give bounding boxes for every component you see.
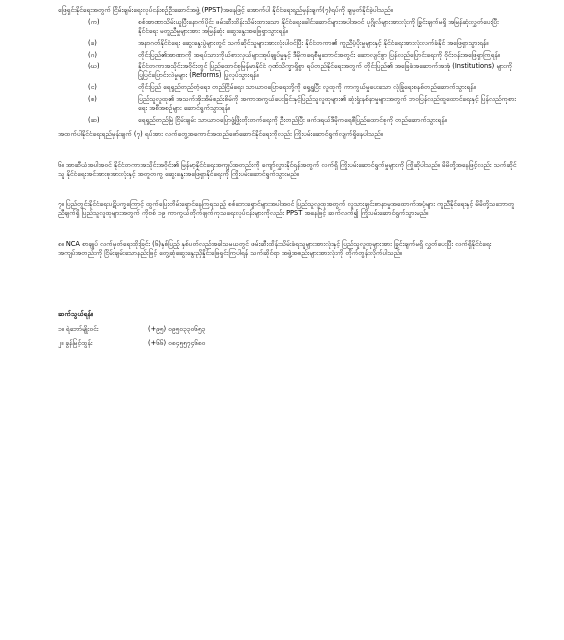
item-text: ပြည်သူလူထု၏ အသက်အိုးအိမ်စည်းစိမ်ကို အကာအကွယ်ပေးခြင်းနှင့်ပြည်သူလူထုများ၏ ဆုံးရှုံးနစ်နာမှုများအတွက် ဘဝပြန်လည်ထူထောင်ရေးနှင့် ပြန်လည်ကုစားရေး အစီအစဉ်များ ဆောင်ရွက်သွားရန်။ [138,95,516,113]
item-text: တိုင်းပြည်၏အာဏာကို အရပ်သားကိုယ်စားလှယ်များအုပ်ချုပ်မှုနှင့် ဒီမိုကရေစီမူဘောင်အတွင်း ဆောလျင်စွာ ပြန်လည်ပြောင်းရေးကို ဝိုင်းဝန်းအဖြေရှာကြရန်။ [138,50,500,59]
paragraph-6: ၆။ အာဆီယံအပါအဝင် နိုင်ငံတကာအသိုင်းအဝိုင်း၏ မြန်မာ့နိုင်ငံရေးအကျပ်အတည်းကို ကျော်လွှားနိုင်ရန်အတွက် လက်ရှိ ကြိုးပမ်းဆောင်ရွက်မှုများကို ကြိုဆိုပါသည်။ မိမိတို့အနေဖြင့်လည်း သက်ဆိုင်သူ နိုင်ငံရေးအင်အားစုအားလုံးနှင့် အတူတကွ ဆွေးနွေးအဖြေရှာနိုင်ရေးကို ကြိုးပမ်းဆောင်ရွက်သွားမည်။ [58,160,517,178]
objectives-followup: အထက်ပါနိုင်ငံရေးရည်မှန်းချက် (၇) ရပ်အား လက်တွေ့အကောင်အထည်ဖော်ဆောင်နိုင်ရေးကိုလည်း ကြိုးပမ်းဆောင်ရွက်လျက်ရှိနေပါသည်။ [58,129,383,138]
item-marker: (ဆ) [88,115,100,124]
list-item [58,62,520,80]
list-item [58,95,520,113]
contact-row [58,339,520,348]
list-item [58,116,520,125]
paragraph-7: ၇။ ပြည်တွင်းနိုင်ငံရေးပဋိပက္ခကြောင့် ထွက်ပြေးတိမ်းရှောင်နေကြရသည့် စစ်ဘေးရှောင်များအပါအဝင် ပြည်သူလူထုအတွက် လူသားချင်းစာနာမှုအထောက်အပံ့များ ကူညီနိုင်ရေးနှင့် မိမိတို့သဘောတူညီချက်ရှိ ပြည်သူလူထုများအတွက် ကိုဗစ် ၁၉ ကာကွယ်တိုက်ဖျက်ကုသရေးလုပ်ငန်းများကိုလည်း PPST အနေဖြင့် ဆက်လက်၍ ကြိုးပမ်းဆောင်ရွက်သွားမည်။ [58,200,515,218]
list-item [58,18,520,36]
item-text: စစ်အာဏာသိမ်းယူပြီးနောက်ပိုင်း ဖမ်းဆီးထိန်းသိမ်းထားသော နိုင်ငံရေးခေါင်းဆောင်များအပါအဝင် ပုဂ္ဂိုလ်များအားလုံးကို ခြွင်းချက်မရှိ အမြန်ဆုံးလွှတ်ပေးပြီး နိုင်ငံရေး မတူညီမှုများအား အမြန်ဆုံး ဆွေးနွေးအဖြေရှာသွားရန်။ [138,17,499,35]
intro-paragraph: ဖြေရှင်းနိုင်ရေးအတွက် ငြိမ်းချမ်းရေးလုပ်ငန်းစဉ်ဦးဆောင်အဖွဲ့ (PPST)အနေဖြင့် အောက်ပါ နိုင်ငံရေးရည်မှန်းချက်(၇)ရပ်ကို ချမှတ်နိုင်ခဲ့ပါသည်။ [58,6,393,14]
item-marker: (ဂ) [88,50,97,59]
contact-section [58,310,520,348]
item-marker: (ခ) [88,38,97,47]
contact-row [58,325,520,334]
contact-name: ၂။ ခွန်မြင့်ထွန်း [58,338,93,347]
item-text: နိုင်ငံတကာအသိုင်းအဝိုင်းတွင် ပြည်ထောင်စုမြန်မာနိုင်ငံ ဂုဏ်သိက္ခာရှိစွာ ရပ်တည်နိုင်ရေးအတွက် တိုင်းပြည်၏ အခြေခံအဆောက်အအုံ (Institutions) များကို ပြုပြင်ပြောင်းလဲမှုများ (Reforms) ပြုလုပ်သွားရန်။ [138,62,512,80]
item-text: ရေရှည်တည်မြဲ ငြိမ်းချမ်း သာယာဝပြောဖွံ့ဖြိုးတိုးတက်ရေးကို ဦးတည်ပြီး ဖက်ဒရယ်ဒီမိုကရေစီပြည်ထောင်စုကို တည်ဆောက်သွားရန်။ [138,115,447,124]
contact-name: ၁။ ရဲဘော်မျိုးဝင်း [58,324,99,333]
list-item [58,51,520,60]
contact-phone: (+၆၆) ၀၈၄၅၅၇၄၆၈၀ [148,338,206,347]
item-text: အနာဂတ်နိုင်ငံရေး ဆွေးနွေးပွဲများတွင် သက်ဆိုင်သူများအားလုံးပါဝင်ပြီး နိုင်ငံတကာ၏ ကူညီပံ့ပိုးမှုများနှင့် နိုင်ငံရေးအားလုံးလက်ခံနိုင် အဖြေရှာသွားရန်။ [138,38,489,47]
contact-phone: (+၉၅) ၀၉၅၀၃၃၀၆၅၃ [148,324,206,333]
item-marker: (စ) [88,95,97,104]
list-item [58,39,520,48]
item-marker: (ဃ) [88,62,100,71]
contact-title: ဆက်သွယ်ရန်။ [58,310,93,319]
item-text: တိုင်းပြည် ရေရှည်တည်တံ့ရေး၊ တည်ငြိမ်ရေး၊ သာယာဝပြောရေးတို့ကို ရှေ့ရှုပြီး လူထုကို ကာကွယ်မှုပေးသော လုံခြုံရေးစနစ်တည်ဆောက်သွားရန်။ [138,83,476,92]
item-marker: (က) [88,17,100,26]
objectives-list [58,18,520,125]
paragraph-8: ၈။ NCA စာချုပ် လက်မှတ်ရေးထိုးခြင်း (၆)နှစ်ပြည့် နှစ်ပတ်လည်အခါသမယတွင် ဖမ်းဆီးထိန်းသိမ်းခံရသူများအားလုံးနှင့် ပြည်သူလူထုများအား ခြွင်းချက်မရှိ လွှတ်ပေးပြီး လက်ရှိနိုင်ငံရေးအကျပ်အတည်းကို ငြိမ်းချမ်းသောနည်းဖြင့် တွေ့ဆုံဆွေးနွေးညှိနှိုင်းဖြေရှင်းကြပါရန် သက်ဆိုင်ရာ အဖွဲ့အစည်းများအားလုံးကို တိုက်တွန်းလိုက်ပါသည်။ [58,240,492,258]
item-marker: (င) [88,83,97,92]
list-item [58,83,520,92]
